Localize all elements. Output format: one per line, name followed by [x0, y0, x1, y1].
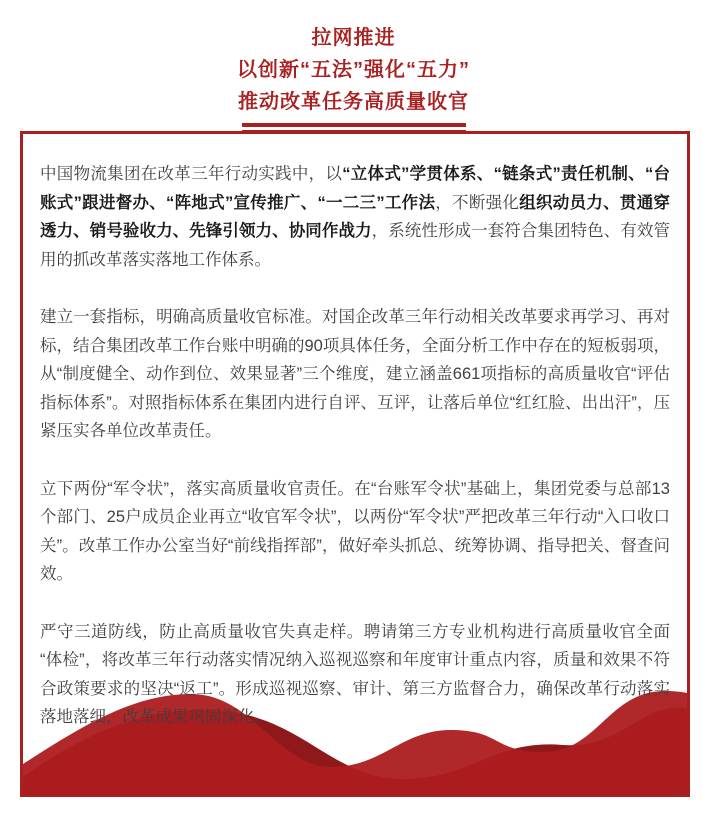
paragraph [40, 475, 670, 589]
title-line-1: 拉网推进 [311, 27, 396, 49]
article-card [20, 131, 690, 797]
paragraph [40, 303, 670, 446]
emphasis-text: 组织动员力、贯通穿透力、销号验收力、先锋引领力、协同作战力 [40, 193, 671, 240]
paragraph [40, 618, 670, 732]
body-text: 严守三道防线，防止高质量收官失真走样。聘请第三方专业机构进行高质量收官全面“体检”，将改革三年行动落实情况纳入巡视巡察和年度审计重点内容，质量和效果不符合政策要求的坚决“返工”。形成巡视巡察、审计、第三方监督合力，确保改革行动落实落地落细，改革成果巩固深化。 [40, 622, 670, 726]
body-text: ，系统性形成一套符合集团特色、有效管用的抓改革落实落地工作体系。 [40, 222, 671, 269]
body-text: ，不断强化 [435, 193, 520, 212]
body-text: 中国物流集团在改革三年行动实践中，以 [40, 165, 343, 183]
article-body [23, 134, 687, 732]
paragraph [40, 160, 670, 274]
article-header [0, 0, 707, 132]
underline-thick-rule [242, 123, 466, 127]
title-line-2: 以创新“五法”强化“五力” [237, 59, 470, 81]
body-text: 立下两份“军令状”，落实高质量收官责任。在“台账军令状”基础上，集团党委与总部13个部门、25户成员企业再立“收官军令状”，以两份“军令状”严把改革三年行动“入口收口关”。改革工作办公室当好“前线指挥部”，做好牵头抓总、统筹协调、指导把关、督查问效。 [40, 479, 670, 583]
title-line-3: 推动改革任务高质量收官 [238, 91, 469, 113]
emphasis-text: “立体式”学贯体系、“链条式”责任机制、“台账式”跟进督办、“阵地式”宣传推广、“一二三”工作法 [40, 165, 671, 212]
body-text: 建立一套指标，明确高质量收官标准。对国企改革三年行动相关改革要求再学习、再对标，结合集团改革工作台账中明确的90项具体任务，全面分析工作中存在的短板弱项，从“制度健全、动作到位、效果显著”三个维度，建立涵盖661项指标的高质量收官“评估指标体系”。对照指标体系在集团内进行自评、互评，让落后单位“红红脸、出出汗”，压紧压实各单位改革责任。 [40, 308, 670, 440]
